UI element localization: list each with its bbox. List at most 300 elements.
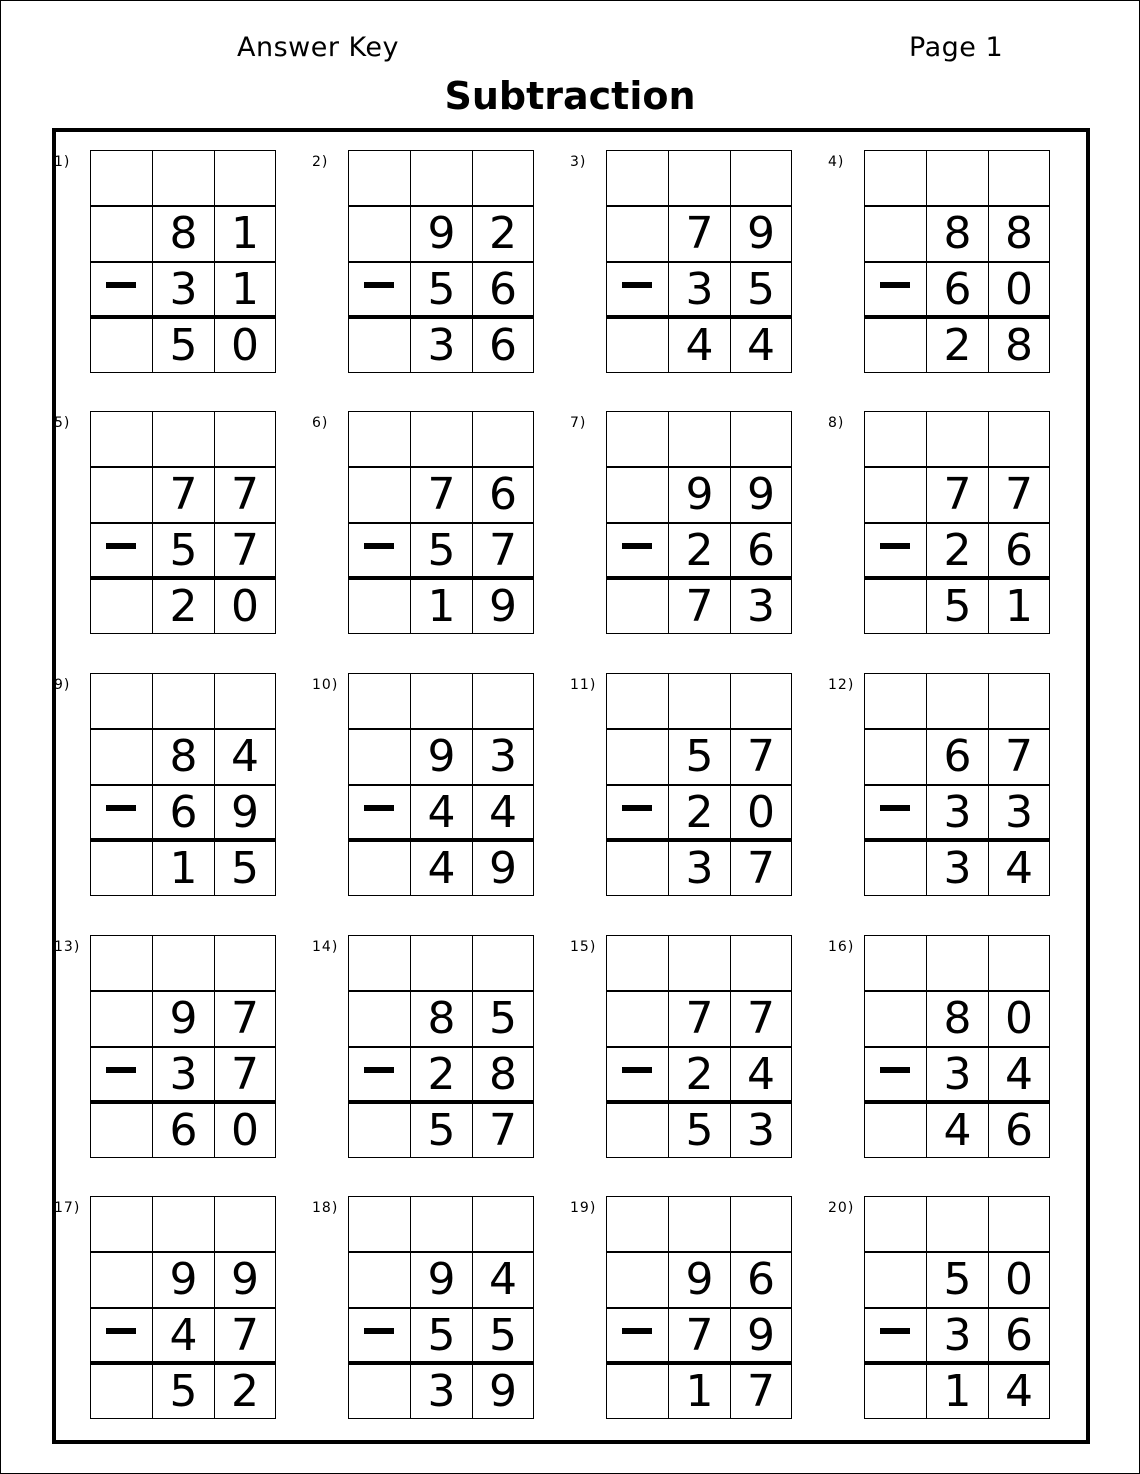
answer-row-cell: 4 bbox=[668, 318, 731, 373]
minus-sign bbox=[622, 1067, 652, 1073]
subtraction-problem bbox=[828, 673, 1068, 903]
empty-row-cell bbox=[348, 411, 411, 467]
answer-row-cell: 5 bbox=[410, 1103, 473, 1158]
subtrahend-row-cell: 5 bbox=[410, 262, 473, 318]
problem-grid bbox=[348, 1196, 534, 1419]
problem-grid bbox=[864, 673, 1050, 896]
subtrahend-row-cell: 3 bbox=[668, 262, 731, 318]
minuend-row-cell: 0 bbox=[988, 1252, 1050, 1308]
subtraction-problem bbox=[312, 935, 552, 1165]
minus-sign bbox=[364, 282, 394, 288]
answer-row-cell bbox=[864, 579, 927, 634]
answer-row-cell bbox=[864, 1364, 927, 1419]
subtrahend-row-cell: 3 bbox=[926, 785, 989, 841]
minuend-row-cell bbox=[606, 991, 669, 1047]
answer-row-cell bbox=[606, 579, 669, 634]
answer-row-cell: 8 bbox=[988, 318, 1050, 373]
subtrahend-row-cell bbox=[348, 523, 411, 579]
empty-row-cell bbox=[926, 150, 989, 206]
problem-number: 7) bbox=[570, 415, 587, 431]
empty-row-cell bbox=[926, 1196, 989, 1252]
empty-row-cell bbox=[730, 1196, 792, 1252]
answer-row-cell: 2 bbox=[152, 579, 215, 634]
minus-sign bbox=[880, 805, 910, 811]
subtraction-problem bbox=[570, 935, 810, 1165]
empty-row-cell bbox=[606, 411, 669, 467]
answer-row-cell: 1 bbox=[152, 841, 215, 896]
answer-rule bbox=[348, 315, 534, 319]
empty-row-cell bbox=[90, 673, 153, 729]
subtrahend-row-cell: 4 bbox=[988, 1047, 1050, 1103]
subtrahend-row-cell: 4 bbox=[410, 785, 473, 841]
subtrahend-row-cell: 2 bbox=[668, 1047, 731, 1103]
answer-row-cell: 7 bbox=[472, 1103, 534, 1158]
empty-row-cell bbox=[472, 673, 534, 729]
minuend-row-cell bbox=[348, 729, 411, 785]
answer-row-cell: 4 bbox=[730, 318, 792, 373]
answer-row-cell: 0 bbox=[214, 318, 276, 373]
minuend-row-cell: 1 bbox=[214, 206, 276, 262]
minuend-row-cell: 6 bbox=[730, 1252, 792, 1308]
subtraction-problem bbox=[312, 411, 552, 641]
subtrahend-row-cell: 2 bbox=[668, 523, 731, 579]
subtraction-problem bbox=[312, 150, 552, 380]
minuend-row-cell: 7 bbox=[730, 991, 792, 1047]
answer-row-cell: 5 bbox=[152, 318, 215, 373]
subtrahend-row-cell bbox=[348, 785, 411, 841]
answer-row-cell: 3 bbox=[926, 841, 989, 896]
answer-row-cell bbox=[90, 1364, 153, 1419]
empty-row-cell bbox=[152, 150, 215, 206]
minus-sign bbox=[622, 1328, 652, 1334]
subtrahend-row-cell: 3 bbox=[152, 1047, 215, 1103]
minuend-row-cell bbox=[864, 467, 927, 523]
subtraction-problem bbox=[54, 935, 294, 1165]
answer-rule bbox=[606, 1100, 792, 1104]
answer-row-cell: 9 bbox=[472, 579, 534, 634]
minus-sign bbox=[364, 543, 394, 549]
empty-row-cell bbox=[472, 1196, 534, 1252]
empty-row-cell bbox=[410, 150, 473, 206]
minus-sign bbox=[880, 282, 910, 288]
subtrahend-row-cell: 6 bbox=[730, 523, 792, 579]
answer-row-cell: 1 bbox=[668, 1364, 731, 1419]
empty-row-cell bbox=[668, 1196, 731, 1252]
empty-row-cell bbox=[988, 673, 1050, 729]
answer-rule bbox=[864, 838, 1050, 842]
empty-row-cell bbox=[926, 935, 989, 991]
minuend-row-cell: 8 bbox=[926, 991, 989, 1047]
subtrahend-row-cell: 5 bbox=[730, 262, 792, 318]
answer-row-cell: 0 bbox=[214, 579, 276, 634]
subtraction-problem bbox=[828, 935, 1068, 1165]
empty-row-cell bbox=[864, 935, 927, 991]
empty-row-cell bbox=[214, 411, 276, 467]
minuend-row-cell: 7 bbox=[668, 206, 731, 262]
minuend-row-cell: 8 bbox=[152, 206, 215, 262]
minuend-row-cell: 8 bbox=[926, 206, 989, 262]
subtrahend-row-cell bbox=[606, 1308, 669, 1364]
subtrahend-row-cell: 5 bbox=[410, 523, 473, 579]
minuend-row-cell: 7 bbox=[214, 467, 276, 523]
answer-row-cell: 9 bbox=[472, 841, 534, 896]
subtrahend-row-cell: 9 bbox=[730, 1308, 792, 1364]
minuend-row-cell bbox=[864, 1252, 927, 1308]
minus-sign bbox=[364, 1328, 394, 1334]
answer-row-cell bbox=[864, 841, 927, 896]
answer-row-cell: 4 bbox=[926, 1103, 989, 1158]
empty-row-cell bbox=[152, 411, 215, 467]
minus-sign bbox=[880, 1328, 910, 1334]
answer-rule bbox=[348, 1361, 534, 1365]
answer-row-cell: 3 bbox=[668, 841, 731, 896]
minuend-row-cell: 2 bbox=[472, 206, 534, 262]
subtrahend-row-cell: 6 bbox=[988, 1308, 1050, 1364]
empty-row-cell bbox=[90, 150, 153, 206]
empty-row-cell bbox=[348, 150, 411, 206]
subtraction-problem bbox=[54, 150, 294, 380]
problem-number: 6) bbox=[312, 415, 329, 431]
problem-number: 5) bbox=[54, 415, 71, 431]
empty-row-cell bbox=[606, 1196, 669, 1252]
empty-row-cell bbox=[348, 1196, 411, 1252]
empty-row-cell bbox=[348, 935, 411, 991]
answer-row-cell: 7 bbox=[668, 579, 731, 634]
answer-row-cell: 3 bbox=[410, 1364, 473, 1419]
problem-number: 12) bbox=[828, 677, 855, 693]
subtrahend-row-cell: 3 bbox=[926, 1047, 989, 1103]
problem-number: 17) bbox=[54, 1200, 81, 1216]
problem-grid bbox=[348, 935, 534, 1158]
minus-sign bbox=[364, 805, 394, 811]
empty-row-cell bbox=[606, 935, 669, 991]
subtrahend-row-cell bbox=[90, 1308, 153, 1364]
subtrahend-row-cell bbox=[864, 785, 927, 841]
answer-rule bbox=[864, 1100, 1050, 1104]
subtraction-problem bbox=[828, 150, 1068, 380]
empty-row-cell bbox=[668, 935, 731, 991]
answer-row-cell: 4 bbox=[988, 1364, 1050, 1419]
problem-grid bbox=[606, 673, 792, 896]
answer-rule bbox=[90, 838, 276, 842]
answer-row-cell: 3 bbox=[730, 579, 792, 634]
answer-row-cell bbox=[90, 579, 153, 634]
answer-row-cell: 2 bbox=[926, 318, 989, 373]
empty-row-cell bbox=[472, 411, 534, 467]
minuend-row-cell: 8 bbox=[152, 729, 215, 785]
minuend-row-cell: 9 bbox=[730, 467, 792, 523]
empty-row-cell bbox=[730, 150, 792, 206]
answer-row-cell: 5 bbox=[668, 1103, 731, 1158]
subtrahend-row-cell: 1 bbox=[214, 262, 276, 318]
minuend-row-cell: 9 bbox=[410, 206, 473, 262]
minuend-row-cell: 7 bbox=[214, 991, 276, 1047]
answer-row-cell bbox=[348, 1364, 411, 1419]
subtrahend-row-cell: 6 bbox=[152, 785, 215, 841]
minuend-row-cell: 7 bbox=[926, 467, 989, 523]
minuend-row-cell bbox=[606, 1252, 669, 1308]
problem-grid bbox=[606, 935, 792, 1158]
answer-row-cell bbox=[348, 841, 411, 896]
minus-sign bbox=[622, 282, 652, 288]
subtrahend-row-cell: 2 bbox=[668, 785, 731, 841]
answer-rule bbox=[864, 576, 1050, 580]
problem-grid bbox=[90, 411, 276, 634]
answer-row-cell: 5 bbox=[926, 579, 989, 634]
answer-rule bbox=[348, 838, 534, 842]
empty-row-cell bbox=[152, 673, 215, 729]
problem-grid bbox=[864, 411, 1050, 634]
answer-row-cell bbox=[864, 1103, 927, 1158]
empty-row-cell bbox=[410, 673, 473, 729]
answer-rule bbox=[864, 1361, 1050, 1365]
subtraction-problem bbox=[570, 150, 810, 380]
answer-row-cell: 4 bbox=[410, 841, 473, 896]
problem-number: 4) bbox=[828, 154, 845, 170]
subtrahend-row-cell: 0 bbox=[730, 785, 792, 841]
subtrahend-row-cell: 6 bbox=[472, 262, 534, 318]
subtrahend-row-cell bbox=[606, 785, 669, 841]
subtrahend-row-cell bbox=[606, 262, 669, 318]
answer-row-cell bbox=[606, 1103, 669, 1158]
answer-rule bbox=[90, 315, 276, 319]
empty-row-cell bbox=[152, 935, 215, 991]
answer-row-cell bbox=[90, 318, 153, 373]
minuend-row-cell: 7 bbox=[988, 467, 1050, 523]
subtrahend-row-cell: 4 bbox=[472, 785, 534, 841]
problem-grid bbox=[606, 411, 792, 634]
minuend-row-cell bbox=[348, 991, 411, 1047]
subtrahend-row-cell bbox=[348, 1308, 411, 1364]
answer-row-cell bbox=[606, 841, 669, 896]
answer-row-cell: 1 bbox=[926, 1364, 989, 1419]
minuend-row-cell bbox=[90, 1252, 153, 1308]
subtrahend-row-cell: 3 bbox=[152, 262, 215, 318]
answer-row-cell: 3 bbox=[730, 1103, 792, 1158]
subtrahend-row-cell bbox=[90, 523, 153, 579]
empty-row-cell bbox=[668, 673, 731, 729]
minuend-row-cell: 7 bbox=[668, 991, 731, 1047]
subtrahend-row-cell: 4 bbox=[152, 1308, 215, 1364]
empty-row-cell bbox=[410, 411, 473, 467]
minuend-row-cell: 6 bbox=[472, 467, 534, 523]
answer-key-label: Answer Key bbox=[237, 32, 399, 63]
subtrahend-row-cell: 7 bbox=[214, 523, 276, 579]
subtrahend-row-cell: 4 bbox=[730, 1047, 792, 1103]
empty-row-cell bbox=[864, 1196, 927, 1252]
answer-rule bbox=[90, 1100, 276, 1104]
subtraction-problem bbox=[54, 411, 294, 641]
empty-row-cell bbox=[864, 411, 927, 467]
subtraction-problem bbox=[570, 1196, 810, 1426]
minuend-row-cell: 9 bbox=[152, 1252, 215, 1308]
minuend-row-cell bbox=[348, 467, 411, 523]
subtrahend-row-cell: 3 bbox=[988, 785, 1050, 841]
empty-row-cell bbox=[988, 411, 1050, 467]
minuend-row-cell bbox=[606, 467, 669, 523]
answer-row-cell: 2 bbox=[214, 1364, 276, 1419]
subtrahend-row-cell: 7 bbox=[668, 1308, 731, 1364]
answer-row-cell bbox=[348, 1103, 411, 1158]
subtrahend-row-cell: 0 bbox=[988, 262, 1050, 318]
subtrahend-row-cell: 7 bbox=[214, 1308, 276, 1364]
subtraction-problem bbox=[54, 1196, 294, 1426]
answer-row-cell bbox=[864, 318, 927, 373]
minuend-row-cell bbox=[90, 729, 153, 785]
subtraction-problem bbox=[570, 673, 810, 903]
problem-number: 11) bbox=[570, 677, 597, 693]
minuend-row-cell bbox=[348, 1252, 411, 1308]
minuend-row-cell bbox=[348, 206, 411, 262]
answer-row-cell bbox=[90, 1103, 153, 1158]
subtrahend-row-cell: 5 bbox=[410, 1308, 473, 1364]
subtrahend-row-cell: 6 bbox=[926, 262, 989, 318]
problem-grid bbox=[864, 935, 1050, 1158]
answer-row-cell: 5 bbox=[214, 841, 276, 896]
answer-row-cell: 7 bbox=[730, 841, 792, 896]
empty-row-cell bbox=[214, 150, 276, 206]
worksheet-title: Subtraction bbox=[444, 74, 696, 118]
empty-row-cell bbox=[668, 411, 731, 467]
empty-row-cell bbox=[988, 150, 1050, 206]
problem-number: 20) bbox=[828, 1200, 855, 1216]
problem-grid bbox=[90, 150, 276, 373]
empty-row-cell bbox=[606, 673, 669, 729]
problem-number: 2) bbox=[312, 154, 329, 170]
minuend-row-cell: 7 bbox=[152, 467, 215, 523]
minuend-row-cell: 9 bbox=[730, 206, 792, 262]
page-number-label: Page 1 bbox=[909, 32, 1004, 63]
subtrahend-row-cell bbox=[606, 1047, 669, 1103]
empty-row-cell bbox=[926, 411, 989, 467]
answer-row-cell: 9 bbox=[472, 1364, 534, 1419]
minuend-row-cell: 7 bbox=[410, 467, 473, 523]
answer-row-cell: 1 bbox=[988, 579, 1050, 634]
minus-sign bbox=[880, 543, 910, 549]
problem-grid bbox=[864, 150, 1050, 373]
problem-number: 16) bbox=[828, 939, 855, 955]
answer-rule bbox=[864, 315, 1050, 319]
answer-row-cell: 6 bbox=[988, 1103, 1050, 1158]
subtraction-problem bbox=[828, 1196, 1068, 1426]
empty-row-cell bbox=[90, 1196, 153, 1252]
empty-row-cell bbox=[926, 673, 989, 729]
minus-sign bbox=[106, 543, 136, 549]
subtrahend-row-cell: 6 bbox=[988, 523, 1050, 579]
subtraction-problem bbox=[312, 1196, 552, 1426]
empty-row-cell bbox=[214, 673, 276, 729]
answer-row-cell: 6 bbox=[152, 1103, 215, 1158]
problem-grid bbox=[348, 150, 534, 373]
minus-sign bbox=[364, 1067, 394, 1073]
minuend-row-cell bbox=[90, 991, 153, 1047]
subtrahend-row-cell bbox=[90, 785, 153, 841]
empty-row-cell bbox=[668, 150, 731, 206]
answer-row-cell bbox=[90, 841, 153, 896]
answer-row-cell: 5 bbox=[152, 1364, 215, 1419]
problem-grid bbox=[348, 673, 534, 896]
minuend-row-cell: 7 bbox=[988, 729, 1050, 785]
problem-grid bbox=[90, 1196, 276, 1419]
minuend-row-cell: 9 bbox=[410, 1252, 473, 1308]
minuend-row-cell bbox=[864, 729, 927, 785]
empty-row-cell bbox=[410, 935, 473, 991]
answer-rule bbox=[348, 1100, 534, 1104]
empty-row-cell bbox=[864, 150, 927, 206]
minus-sign bbox=[622, 805, 652, 811]
subtrahend-row-cell: 3 bbox=[926, 1308, 989, 1364]
minus-sign bbox=[622, 543, 652, 549]
problem-grid bbox=[864, 1196, 1050, 1419]
problem-number: 15) bbox=[570, 939, 597, 955]
minuend-row-cell bbox=[90, 206, 153, 262]
problem-number: 18) bbox=[312, 1200, 339, 1216]
minus-sign bbox=[106, 282, 136, 288]
subtrahend-row-cell: 2 bbox=[410, 1047, 473, 1103]
minuend-row-cell bbox=[90, 467, 153, 523]
subtrahend-row-cell: 2 bbox=[926, 523, 989, 579]
minuend-row-cell: 5 bbox=[668, 729, 731, 785]
minuend-row-cell: 3 bbox=[472, 729, 534, 785]
minuend-row-cell: 9 bbox=[668, 1252, 731, 1308]
minuend-row-cell: 4 bbox=[214, 729, 276, 785]
minus-sign bbox=[106, 1328, 136, 1334]
problem-grid bbox=[606, 150, 792, 373]
problem-number: 19) bbox=[570, 1200, 597, 1216]
minuend-row-cell bbox=[864, 991, 927, 1047]
empty-row-cell bbox=[152, 1196, 215, 1252]
problem-grid bbox=[90, 935, 276, 1158]
answer-rule bbox=[348, 576, 534, 580]
answer-rule bbox=[90, 1361, 276, 1365]
minuend-row-cell: 8 bbox=[988, 206, 1050, 262]
minuend-row-cell: 0 bbox=[988, 991, 1050, 1047]
subtrahend-row-cell bbox=[864, 1308, 927, 1364]
answer-rule bbox=[606, 576, 792, 580]
empty-row-cell bbox=[410, 1196, 473, 1252]
minuend-row-cell bbox=[864, 206, 927, 262]
answer-row-cell: 6 bbox=[472, 318, 534, 373]
subtrahend-row-cell: 5 bbox=[152, 523, 215, 579]
subtrahend-row-cell bbox=[606, 523, 669, 579]
subtrahend-row-cell: 7 bbox=[472, 523, 534, 579]
subtrahend-row-cell bbox=[348, 1047, 411, 1103]
subtrahend-row-cell bbox=[90, 262, 153, 318]
subtrahend-row-cell bbox=[90, 1047, 153, 1103]
empty-row-cell bbox=[348, 673, 411, 729]
subtrahend-row-cell: 9 bbox=[214, 785, 276, 841]
answer-rule bbox=[606, 1361, 792, 1365]
minuend-row-cell: 5 bbox=[472, 991, 534, 1047]
answer-row-cell bbox=[606, 1364, 669, 1419]
minus-sign bbox=[106, 1067, 136, 1073]
minuend-row-cell: 7 bbox=[730, 729, 792, 785]
minus-sign bbox=[106, 805, 136, 811]
minuend-row-cell: 5 bbox=[926, 1252, 989, 1308]
problem-grid bbox=[348, 411, 534, 634]
minuend-row-cell: 6 bbox=[926, 729, 989, 785]
minus-sign bbox=[880, 1067, 910, 1073]
subtrahend-row-cell: 8 bbox=[472, 1047, 534, 1103]
empty-row-cell bbox=[214, 1196, 276, 1252]
problem-grid bbox=[90, 673, 276, 896]
subtrahend-row-cell: 5 bbox=[472, 1308, 534, 1364]
answer-row-cell: 4 bbox=[988, 841, 1050, 896]
answer-row-cell: 7 bbox=[730, 1364, 792, 1419]
subtraction-problem bbox=[312, 673, 552, 903]
subtraction-problem bbox=[828, 411, 1068, 641]
empty-row-cell bbox=[730, 935, 792, 991]
